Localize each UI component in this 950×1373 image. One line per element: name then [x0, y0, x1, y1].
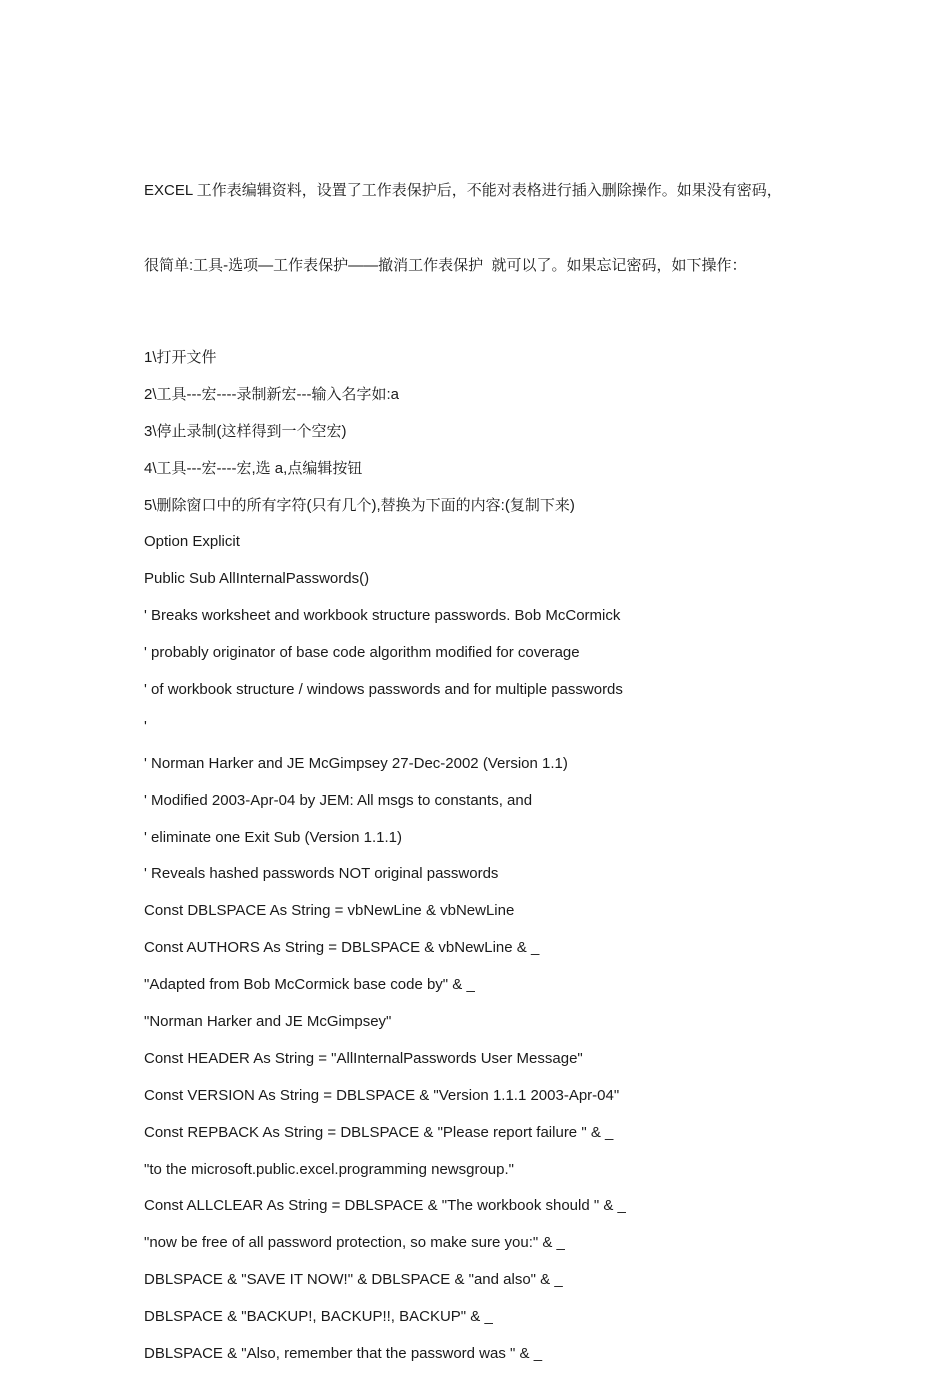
- document-body: [144, 128, 824, 1373]
- code-line: "Adapted from Bob McCormick base code by" & _: [144, 976, 475, 994]
- intro-paragraph: [144, 128, 824, 328]
- instruction-and-code-lines: [144, 340, 824, 1373]
- code-comment-line: ' Reveals hashed passwords NOT original passwords: [144, 865, 499, 883]
- code-comment-line: ' of workbook structure / windows passwords and for multiple passwords: [144, 681, 623, 699]
- code-comment-line: ' Modified 2003-Apr-04 by JEM: All msgs to constants, and: [144, 791, 533, 809]
- step-3-line: 3\停止录制(这样得到一个空宏): [144, 422, 347, 440]
- code-comment-line: ': [144, 717, 147, 735]
- code-line: "now be free of all password protection, so make sure you:" & _: [144, 1234, 565, 1252]
- code-line: Const DBLSPACE As String = vbNewLine & vbNewLine: [144, 902, 515, 920]
- code-line: Const AUTHORS As String = DBLSPACE & vbNewLine & _: [144, 939, 540, 957]
- step-1-line: 1\打开文件: [144, 349, 217, 366]
- code-line: Const VERSION As String = DBLSPACE & "Version 1.1.1 2003-Apr-04": [144, 1086, 620, 1104]
- step-2-line: 2\工具---宏----录制新宏---输入名字如:a: [144, 385, 399, 403]
- paragraph-gap: [144, 328, 824, 340]
- intro-line-2: 很简单:工具-选项—工作表保护——撤消工作表保护 就可以了。如果忘记密码，如下操作：: [144, 257, 747, 274]
- code-line: Public Sub AllInternalPasswords(): [144, 570, 370, 588]
- code-comment-line: ' probably originator of base code algorithm modified for coverage: [144, 644, 580, 662]
- code-line: DBLSPACE & "SAVE IT NOW!" & DBLSPACE & "and also" & _: [144, 1271, 563, 1289]
- code-line: DBLSPACE & "Also, remember that the password was " & _: [144, 1345, 543, 1363]
- code-line: Option Explicit: [144, 533, 240, 551]
- code-comment-line: ' Breaks worksheet and workbook structure passwords. Bob McCormick: [144, 607, 621, 625]
- step-4-line: 4\工具---宏----宏,选 a,点编辑按钮: [144, 459, 363, 477]
- step-5-line: 5\删除窗口中的所有字符(只有几个),替换为下面的内容:(复制下来): [144, 496, 575, 514]
- code-line: Const ALLCLEAR As String = DBLSPACE & "The workbook should " & _: [144, 1197, 626, 1215]
- intro-line-1: EXCEL 工作表编辑资料，设置了工作表保护后，不能对表格进行插入删除操作。如果没有密码，: [144, 182, 782, 199]
- code-comment-line: ' eliminate one Exit Sub (Version 1.1.1): [144, 828, 403, 846]
- code-line: "to the microsoft.public.excel.programming newsgroup.": [144, 1160, 514, 1178]
- code-line: Const REPBACK As String = DBLSPACE & "Please report failure " & _: [144, 1123, 614, 1141]
- code-line: Const HEADER As String = "AllInternalPasswords User Message": [144, 1049, 583, 1067]
- code-line: DBLSPACE & "BACKUP!, BACKUP!!, BACKUP" & _: [144, 1308, 493, 1326]
- code-comment-line: ' Norman Harker and JE McGimpsey 27-Dec-2002 (Version 1.1): [144, 754, 568, 772]
- code-line: "Norman Harker and JE McGimpsey": [144, 1013, 392, 1031]
